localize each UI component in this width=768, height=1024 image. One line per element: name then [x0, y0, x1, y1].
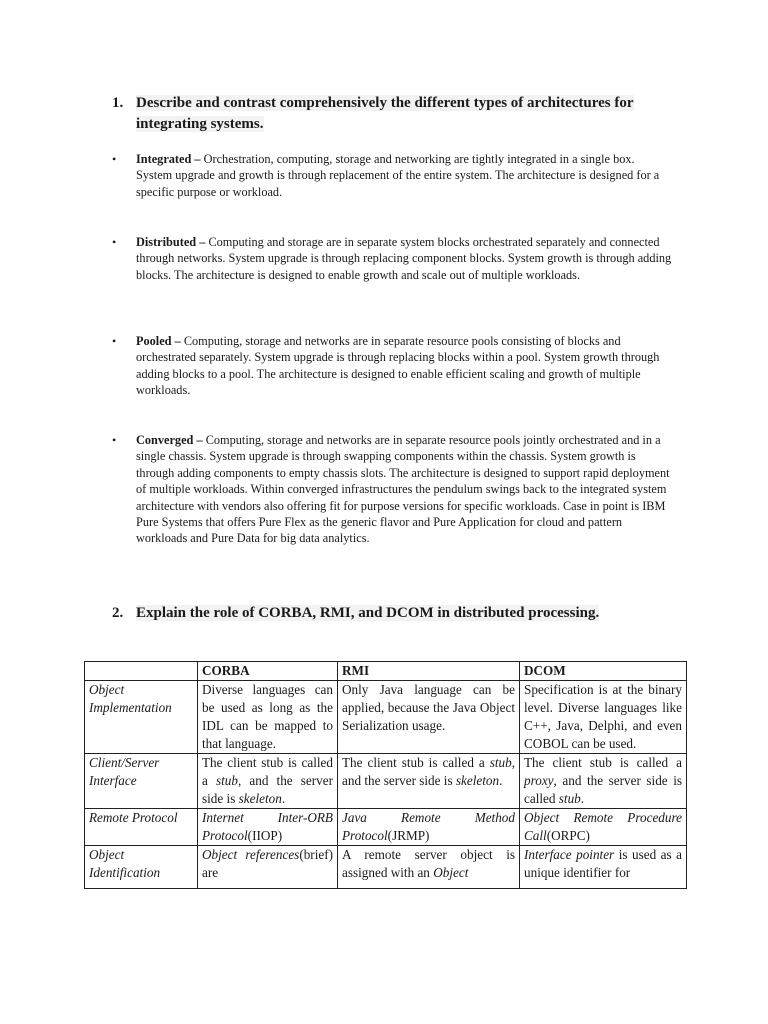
table-header-dcom: DCOM [520, 662, 687, 681]
row-label: Client/Server Interface [85, 754, 198, 809]
cell-text: is used as a unique identifier for [524, 847, 682, 880]
cell-italic-text: Object references [202, 847, 300, 862]
table-row [85, 681, 687, 754]
table-header-empty [85, 662, 198, 681]
cell-italic-text: Object [433, 865, 469, 880]
cell-text: . [281, 791, 286, 806]
table-cell [198, 846, 338, 889]
question-2-text: Explain the role of CORBA, RMI, and DCOM in distributed processing. [136, 605, 600, 621]
table-header-corba: CORBA [198, 662, 338, 681]
bullet-icon: • [112, 152, 117, 166]
cell-italic-text: proxy [524, 773, 554, 788]
cell-text: The client stub is called a [524, 755, 682, 770]
cell-italic-text: stub [558, 791, 581, 806]
cell-italic-text: skeleton [455, 773, 500, 788]
cell-italic-text: stub [489, 755, 512, 770]
question-2-number: 2. [112, 605, 124, 621]
table-row [85, 809, 687, 846]
cell-text: (IIOP) [247, 828, 283, 843]
bullet-text: Orchestration, computing, storage and networking are tightly integrated in a single box. System upgrade and growth is through replacement of the entire system. The architecture is designed for a specific purpose or workload. [136, 152, 660, 199]
row-label: Object Identification [85, 846, 198, 889]
row-label: Object Implementation [85, 681, 198, 754]
table-cell [338, 846, 520, 889]
bullet-pooled [112, 333, 672, 399]
cell-italic-text: Object Remote Procedure Call [524, 810, 682, 843]
question-2-heading [112, 603, 696, 624]
cell-text: , and the server side is [202, 773, 333, 806]
bullet-text: Computing and storage are in separate system blocks orchestrated separately and connected through networks. System upgrade is through replacing component blocks. System growth is through adding blocks. The architecture is designed to enable growth and scale out of multiple workloads. [136, 235, 672, 282]
table-header-rmi: RMI [338, 662, 520, 681]
cell-italic-text: Interface pointer [524, 847, 615, 862]
cell-text: , and the server side is called [524, 773, 682, 806]
bullet-icon: • [112, 235, 117, 249]
bullet-icon: • [112, 334, 117, 348]
cell-text: A remote server object is assigned with an [342, 847, 515, 880]
table-cell [198, 754, 338, 809]
table-cell: Specification is at the binary level. Diverse languages like C++, Java, Delphi, and even COBOL can be used. [520, 681, 687, 754]
row-label: Remote Protocol [85, 809, 198, 846]
bullet-term: Converged – [136, 433, 203, 447]
table-row [85, 754, 687, 809]
cell-italic-text: Internet Inter-ORB Protocol [202, 810, 333, 843]
question-1-heading [112, 93, 666, 135]
table-cell [520, 754, 687, 809]
question-1-number: 1. [112, 95, 124, 111]
cell-text: (ORPC) [546, 828, 590, 843]
bullet-term: Distributed – [136, 235, 206, 249]
comparison-table [84, 661, 687, 889]
question-1-text: Describe and contrast comprehensively the different types of architectures for integrating systems. [136, 95, 634, 132]
bullet-integrated [112, 151, 672, 200]
cell-text: (JRMP) [387, 828, 430, 843]
cell-text: (brief) are [202, 847, 333, 880]
cell-text: , and the server side is [342, 755, 515, 788]
bullet-text: Computing, storage and networks are in separate resource pools jointly orchestrated and in a single chassis. System upgrade is through swapping components within the chassis. System growth is through adding components to empty chassis slots. The architecture is designed to support rapid deployment of multiple workloads. Within converged infrastructures the pendulum swings back to the integrated system architecture with vendors also offering fit for purpose versions for specific workloads. Case in point is IBM Pure Systems that offers Pure Flex as the generic flavor and Pure Application for cloud and pattern workloads and Pure Data for big data analytics. [136, 433, 670, 546]
bullet-text: Computing, storage and networks are in separate resource pools consisting of blocks and orchestrated separately. System upgrade is through replacing blocks within a pool. System growth through adding blocks to a pool. The architecture is designed to enable efficient scaling and growth of multiple workloads. [136, 334, 660, 398]
table-cell [338, 754, 520, 809]
table-cell [520, 846, 687, 889]
cell-italic-text: Java Remote Method Protocol [342, 810, 515, 843]
cell-text: . [499, 773, 503, 788]
cell-italic-text: stub [215, 773, 238, 788]
bullet-distributed [112, 234, 672, 283]
bullet-icon: • [112, 433, 117, 447]
table-cell: Diverse languages can be used as long as the IDL can be mapped to that language. [198, 681, 338, 754]
bullet-converged [112, 432, 672, 547]
bullet-term: Pooled – [136, 334, 181, 348]
cell-text: The client stub is called a [202, 755, 333, 788]
cell-text: . [580, 791, 585, 806]
table-cell [198, 809, 338, 846]
table-cell [338, 809, 520, 846]
cell-italic-text: skeleton [238, 791, 282, 806]
table-row [85, 846, 687, 889]
bullet-term: Integrated – [136, 152, 201, 166]
table-header-row [85, 662, 687, 681]
table-cell: Only Java language can be applied, because the Java Object Serialization usage. [338, 681, 520, 754]
table-cell [520, 809, 687, 846]
cell-text: The client stub is called a [342, 755, 490, 770]
